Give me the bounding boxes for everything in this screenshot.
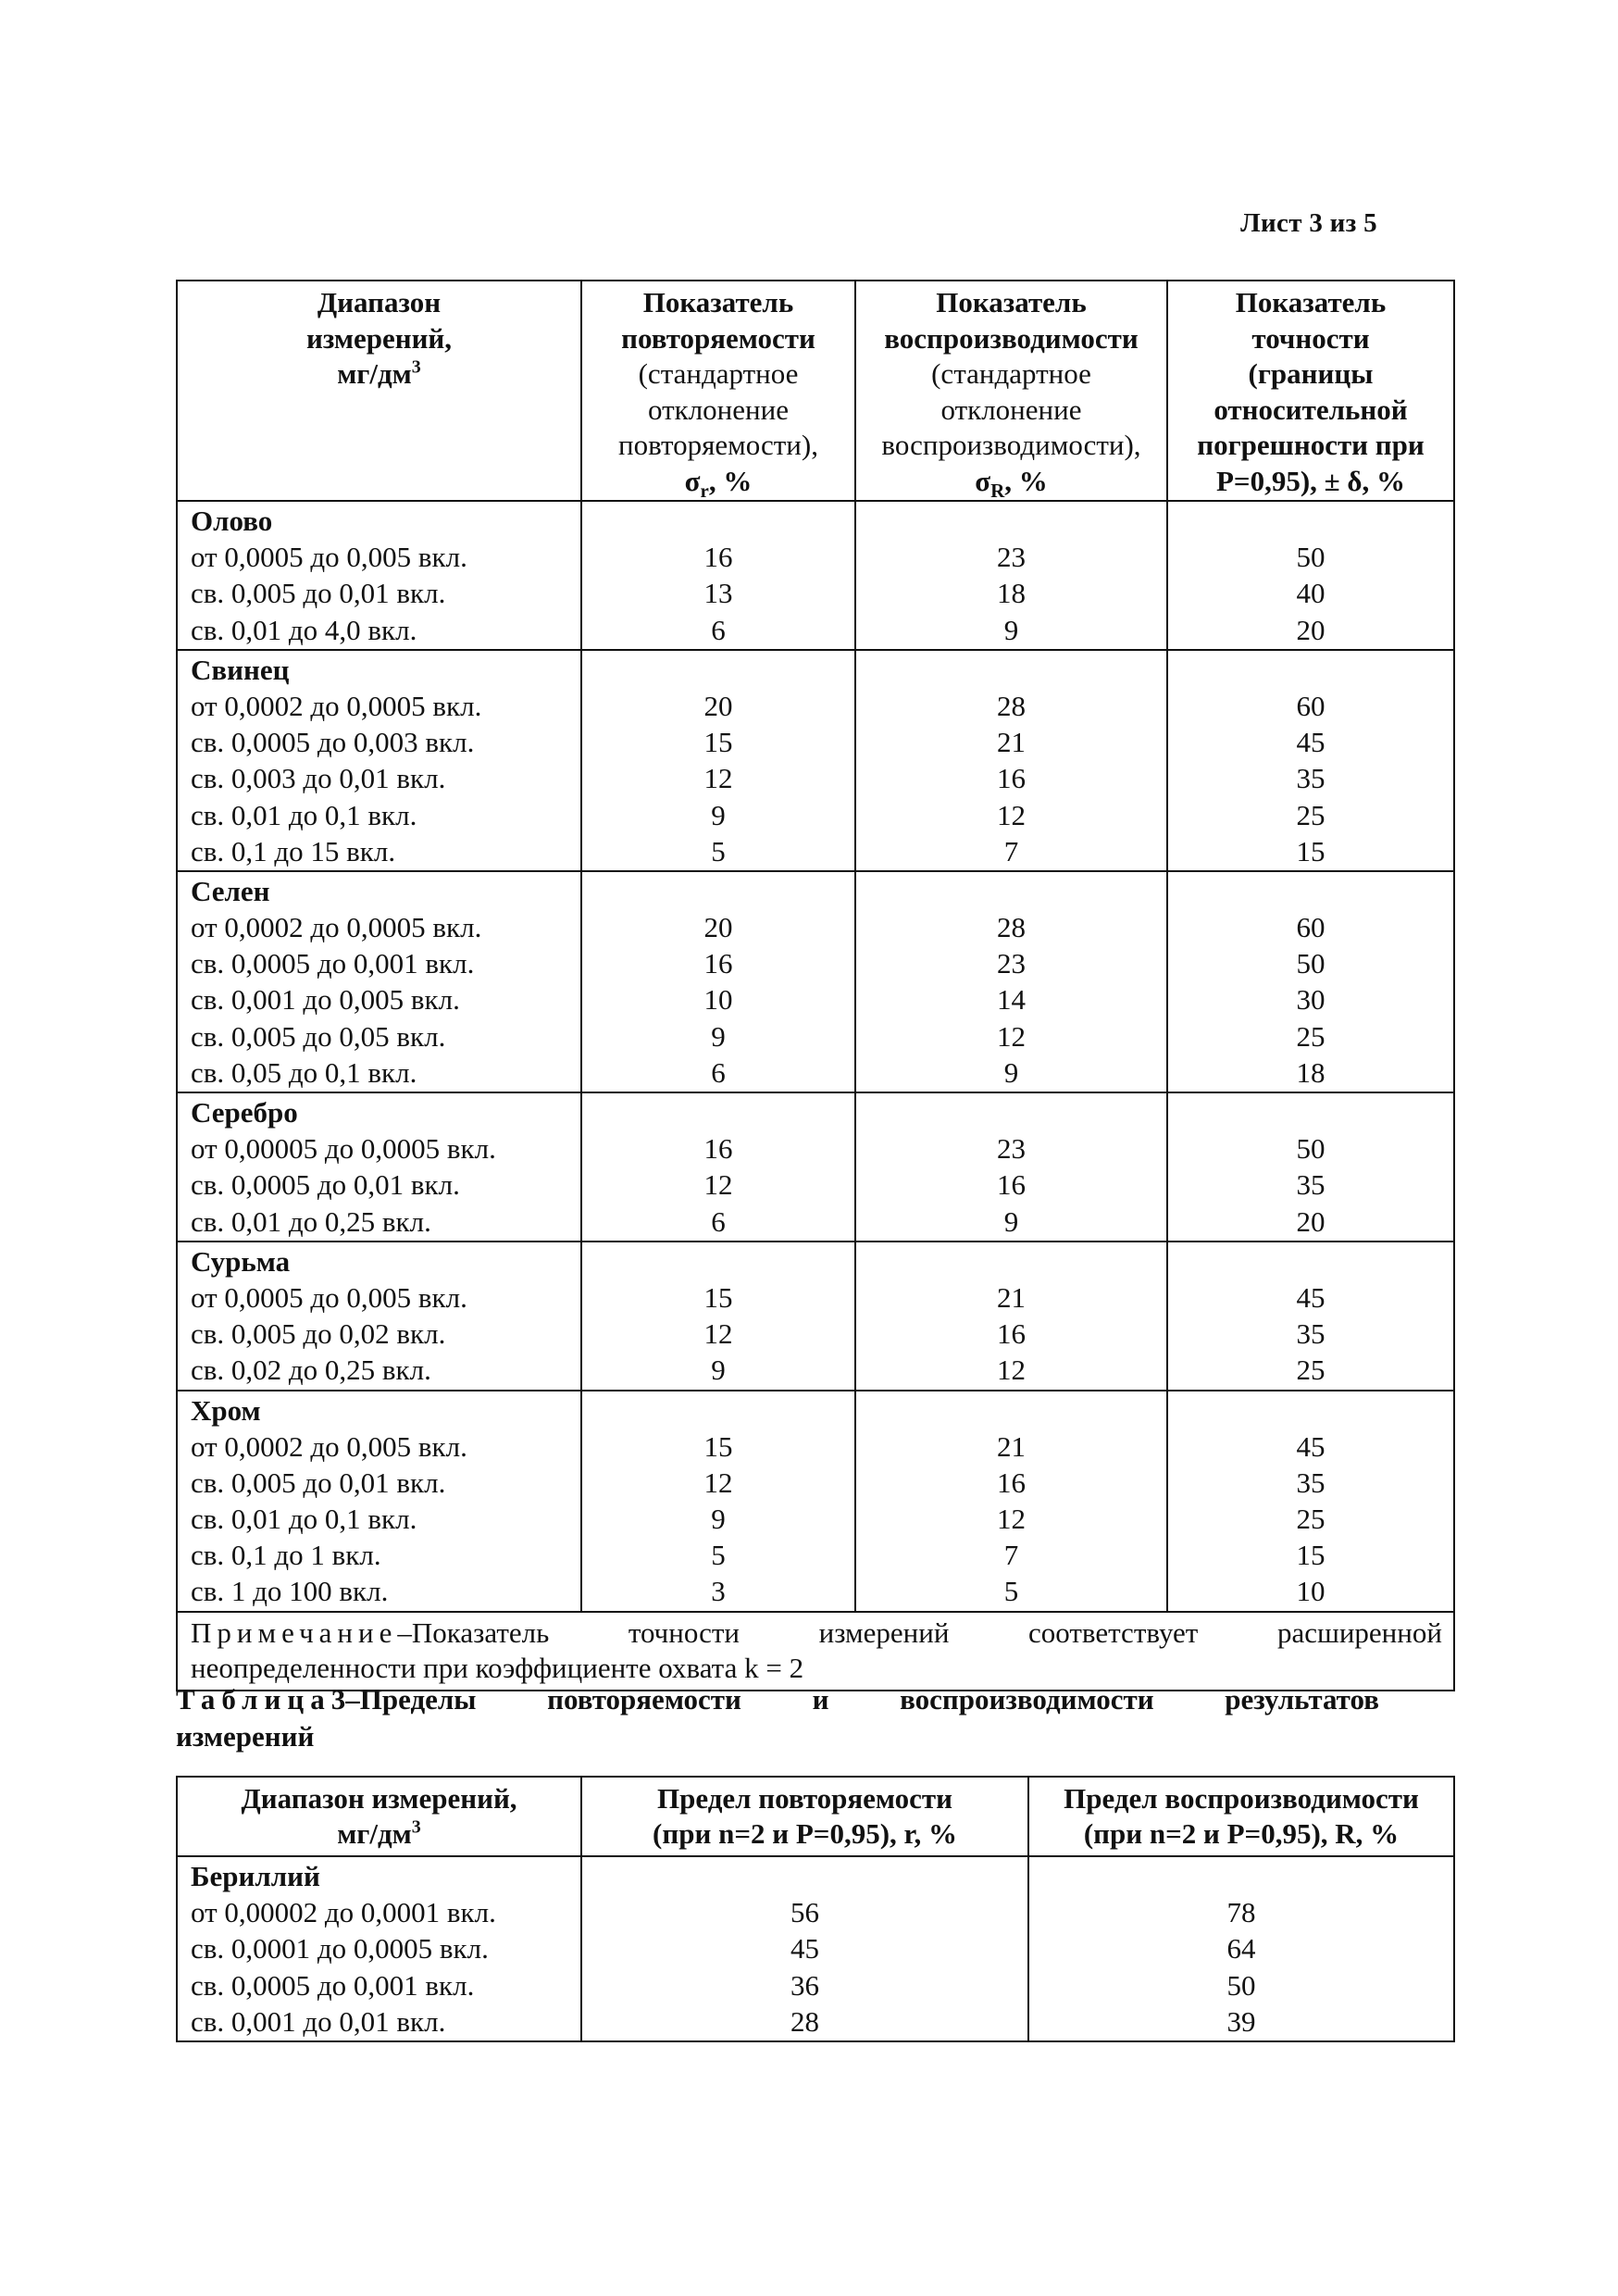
measurement-range: св. 0,02 до 0,25 вкл. <box>191 1354 431 1387</box>
reproducibility-value: 5 <box>1003 1575 1019 1608</box>
element-group-row <box>177 871 1454 1092</box>
accuracy-value: 60 <box>1296 911 1326 944</box>
reproducibility-value: 23 <box>997 541 1026 574</box>
value-cell-reproducibility <box>855 871 1167 1092</box>
element-name: Бериллий <box>191 1860 320 1892</box>
repeatability-value: 15 <box>703 726 733 759</box>
range-cell <box>177 1856 581 2041</box>
measurement-range: св. 0,01 до 0,1 вкл. <box>191 1503 417 1536</box>
measurement-range: св. 0,01 до 0,1 вкл. <box>191 798 417 831</box>
measurement-range: св. 0,0005 до 0,001 вкл. <box>191 947 475 980</box>
repeatability-value: 3 <box>711 1575 726 1608</box>
blank-line <box>582 652 854 688</box>
repeatability-value: 6 <box>711 1055 726 1089</box>
repeatability-value: 6 <box>711 1204 726 1238</box>
reproducibility-value: 9 <box>1003 613 1019 646</box>
range-cell <box>177 871 581 1092</box>
value-cell-repeatability <box>581 1391 855 1612</box>
blank-line <box>856 652 1166 688</box>
measurement-range: от 0,0002 до 0,0005 вкл. <box>191 911 482 944</box>
measurement-range: св. 0,0001 до 0,0005 вкл. <box>191 1932 489 1965</box>
accuracy-value: 30 <box>1296 983 1326 1017</box>
value-cell-reproducibility <box>855 1092 1167 1242</box>
repeatability-value: 16 <box>703 1132 733 1166</box>
value-cell-repeatability <box>581 501 855 650</box>
element-name: Свинец <box>191 653 290 686</box>
reproducibility-value: 12 <box>997 1019 1026 1053</box>
repeatability-value: 5 <box>711 834 726 867</box>
measurement-range: от 0,00002 до 0,0001 вкл. <box>191 1896 496 1929</box>
reproducibility-value: 28 <box>997 911 1026 944</box>
accuracy-value: 10 <box>1296 1575 1326 1608</box>
repeatability-value: 20 <box>703 911 733 944</box>
blank-line <box>1168 503 1453 539</box>
accuracy-value: 40 <box>1296 577 1326 610</box>
reproducibility-value: 12 <box>997 1354 1026 1387</box>
reproducibility-value: 21 <box>997 1429 1026 1463</box>
accuracy-value: 45 <box>1296 726 1326 759</box>
accuracy-value: 35 <box>1296 1168 1326 1202</box>
repeatability-value: 20 <box>703 689 733 722</box>
value-cell-reproducibility <box>855 501 1167 650</box>
measurement-range: от 0,00005 до 0,0005 вкл. <box>191 1132 496 1166</box>
limits-table <box>176 1776 1455 2042</box>
accuracy-value: 20 <box>1296 1204 1326 1238</box>
header-reproducibility-limit: Предел воспроизводимости (при n=2 и P=0,95), R, % <box>1028 1777 1454 1856</box>
header-measurement-range: Диапазон измерений, $мг/дм^3$ <box>177 281 581 501</box>
accuracy-value: 25 <box>1296 1354 1326 1387</box>
reproducibility-value: 23 <box>997 1132 1026 1166</box>
header-repeatability: Показатель повторяемости (стандартное отклонение повторяемости), $\sigma_r$, % <box>581 281 855 501</box>
repeatability-value: 16 <box>703 541 733 574</box>
accuracy-value: 35 <box>1296 1466 1326 1499</box>
accuracy-value: 18 <box>1296 1055 1326 1089</box>
value-cell-repeatability <box>581 1092 855 1242</box>
blank-line <box>1168 873 1453 909</box>
blank-line <box>582 1392 854 1429</box>
accuracy-value: 25 <box>1296 1019 1326 1053</box>
element-group-row <box>177 1856 1454 2041</box>
blank-line <box>856 1094 1166 1130</box>
blank-line <box>856 873 1166 909</box>
blank-line <box>1029 1858 1453 1894</box>
reproducibility-value: 16 <box>997 1168 1026 1202</box>
repeatability-limit-value: 45 <box>790 1932 819 1965</box>
accuracy-table <box>176 280 1455 1691</box>
reproducibility-value: 12 <box>997 798 1026 831</box>
blank-line <box>582 1094 854 1130</box>
measurement-range: св. 0,1 до 1 вкл. <box>191 1539 381 1572</box>
measurement-range: св. 0,001 до 0,005 вкл. <box>191 983 460 1017</box>
measurement-range: св. 1 до 100 вкл. <box>191 1575 389 1608</box>
measurement-range: св. 0,0005 до 0,01 вкл. <box>191 1168 460 1202</box>
repeatability-value: 5 <box>711 1539 726 1572</box>
accuracy-value: 20 <box>1296 613 1326 646</box>
accuracy-value: 35 <box>1296 1317 1326 1351</box>
range-cell <box>177 650 581 871</box>
repeatability-value: 9 <box>711 798 726 831</box>
element-group-row <box>177 1391 1454 1612</box>
note-line-2: неопределенности при коэффициенте охвата k = 2 <box>191 1651 804 1684</box>
reproducibility-limit-value: 50 <box>1226 1968 1256 2002</box>
value-cell-reproducibility <box>855 650 1167 871</box>
value-cell-accuracy <box>1167 501 1454 650</box>
table-header-row <box>177 281 1454 501</box>
reproducibility-value: 16 <box>997 1317 1026 1351</box>
value-cell-repeatability <box>581 650 855 871</box>
repeatability-limit-value: 56 <box>790 1896 819 1929</box>
value-cell-accuracy <box>1167 1242 1454 1391</box>
reproducibility-value: 12 <box>997 1503 1026 1536</box>
repeatability-value: 16 <box>703 947 733 980</box>
element-group-row <box>177 1092 1454 1242</box>
header-reproducibility: Показатель воспроизводимости (стандартное отклонение воспроизводимости), $\sigma_R$, % <box>855 281 1167 501</box>
blank-line <box>1168 1094 1453 1130</box>
measurement-range: св. 0,01 до 4,0 вкл. <box>191 613 417 646</box>
reproducibility-value: 7 <box>1003 834 1019 867</box>
blank-line <box>856 1392 1166 1429</box>
blank-line <box>1168 1392 1453 1429</box>
range-cell <box>177 501 581 650</box>
element-name: Олово <box>191 505 273 537</box>
measurement-range: св. 0,003 до 0,01 вкл. <box>191 762 446 795</box>
table-header-row <box>177 1777 1454 1856</box>
measurement-range: св. 0,1 до 15 вкл. <box>191 834 396 867</box>
repeatability-value: 12 <box>703 762 733 795</box>
element-name: Сурьма <box>191 1244 291 1278</box>
note-row <box>177 1612 1454 1691</box>
reproducibility-value: 9 <box>1003 1055 1019 1089</box>
value-cell-accuracy <box>1167 1092 1454 1242</box>
repeatability-value: 12 <box>703 1168 733 1202</box>
range-cell <box>177 1391 581 1612</box>
note-label: Примечание <box>191 1616 398 1649</box>
element-group-row <box>177 501 1454 650</box>
measurement-range: от 0,0002 до 0,0005 вкл. <box>191 689 482 722</box>
accuracy-value: 45 <box>1296 1429 1326 1463</box>
header-accuracy: Показатель точности (границы относительной погрешности при P=0,95), ± δ, % <box>1167 281 1454 501</box>
measurement-range: св. 0,01 до 0,25 вкл. <box>191 1204 431 1238</box>
value-cell-repeatability <box>581 871 855 1092</box>
reproducibility-value: 16 <box>997 1466 1026 1499</box>
value-cell-repeatability <box>581 1242 855 1391</box>
blank-line <box>582 503 854 539</box>
accuracy-value: 15 <box>1296 1539 1326 1572</box>
table-note: Примечание–Показатель точности измерений соответствует расширенной неопределенности при коэффициенте охвата k = 2 <box>177 1612 1454 1691</box>
accuracy-value: 25 <box>1296 798 1326 831</box>
table-3-caption: Таблица3–Пределы повторяемости и воспроизводимости результатов измерений <box>176 1681 1379 1755</box>
measurement-range: св. 0,0005 до 0,001 вкл. <box>191 1968 475 2002</box>
repeatability-value: 13 <box>703 577 733 610</box>
value-cell-reproducibility-limit <box>1028 1856 1454 2041</box>
header-measurement-range: Диапазон измерений, $мг/дм^3$ <box>177 1777 581 1856</box>
measurement-range: св. 0,0005 до 0,003 вкл. <box>191 726 475 759</box>
blank-line <box>582 873 854 909</box>
blank-line <box>1168 652 1453 688</box>
caption-line-2: измерений <box>176 1720 315 1753</box>
blank-line <box>582 1858 1027 1894</box>
value-cell-accuracy <box>1167 1391 1454 1612</box>
element-name: Хром <box>191 1393 261 1427</box>
reproducibility-value: 16 <box>997 762 1026 795</box>
value-cell-reproducibility <box>855 1391 1167 1612</box>
value-cell-reproducibility <box>855 1242 1167 1391</box>
accuracy-value: 50 <box>1296 947 1326 980</box>
repeatability-value: 12 <box>703 1317 733 1351</box>
blank-line <box>856 503 1166 539</box>
measurement-range: св. 0,005 до 0,05 вкл. <box>191 1019 446 1053</box>
repeatability-value: 6 <box>711 613 726 646</box>
reproducibility-value: 9 <box>1003 1204 1019 1238</box>
repeatability-value: 12 <box>703 1466 733 1499</box>
range-cell <box>177 1242 581 1391</box>
accuracy-value: 45 <box>1296 1280 1326 1314</box>
accuracy-value: 60 <box>1296 689 1326 722</box>
element-name: Серебро <box>191 1096 298 1129</box>
accuracy-value: 35 <box>1296 762 1326 795</box>
repeatability-value: 9 <box>711 1354 726 1387</box>
repeatability-value: 9 <box>711 1019 726 1053</box>
reproducibility-value: 18 <box>997 577 1026 610</box>
reproducibility-value: 23 <box>997 947 1026 980</box>
sheet-number: Лист 3 из 5 <box>1240 208 1377 238</box>
reproducibility-value: 7 <box>1003 1539 1019 1572</box>
reproducibility-value: 21 <box>997 726 1026 759</box>
value-cell-accuracy <box>1167 871 1454 1092</box>
blank-line <box>582 1243 854 1279</box>
element-group-row <box>177 1242 1454 1391</box>
blank-line <box>856 1243 1166 1279</box>
measurement-range: св. 0,005 до 0,01 вкл. <box>191 1466 446 1499</box>
range-cell <box>177 1092 581 1242</box>
repeatability-value: 9 <box>711 1503 726 1536</box>
value-cell-accuracy <box>1167 650 1454 871</box>
measurement-range: св. 0,005 до 0,01 вкл. <box>191 577 446 610</box>
measurement-range: от 0,0005 до 0,005 вкл. <box>191 541 467 574</box>
measurement-range: св. 0,05 до 0,1 вкл. <box>191 1055 417 1089</box>
reproducibility-limit-value: 78 <box>1226 1896 1256 1929</box>
reproducibility-limit-value: 64 <box>1226 1932 1256 1965</box>
element-name: Селен <box>191 874 270 907</box>
header-repeatability-limit: Предел повторяемости (при n=2 и P=0,95), r, % <box>581 1777 1028 1856</box>
repeatability-value: 15 <box>703 1280 733 1314</box>
element-group-row <box>177 650 1454 871</box>
accuracy-value: 25 <box>1296 1503 1326 1536</box>
reproducibility-value: 14 <box>997 983 1026 1017</box>
reproducibility-value: 21 <box>997 1280 1026 1314</box>
reproducibility-value: 28 <box>997 689 1026 722</box>
repeatability-value: 15 <box>703 1429 733 1463</box>
measurement-range: св. 0,005 до 0,02 вкл. <box>191 1317 446 1351</box>
value-cell-repeatability-limit <box>581 1856 1028 2041</box>
accuracy-value: 50 <box>1296 1132 1326 1166</box>
blank-line <box>1168 1243 1453 1279</box>
accuracy-value: 50 <box>1296 541 1326 574</box>
measurement-range: от 0,0002 до 0,005 вкл. <box>191 1429 467 1463</box>
reproducibility-limit-value: 39 <box>1226 2004 1256 2038</box>
measurement-range: от 0,0005 до 0,005 вкл. <box>191 1280 467 1314</box>
repeatability-value: 10 <box>703 983 733 1017</box>
repeatability-limit-value: 28 <box>790 2004 819 2038</box>
accuracy-value: 15 <box>1296 834 1326 867</box>
repeatability-limit-value: 36 <box>790 1968 819 2002</box>
measurement-range: св. 0,001 до 0,01 вкл. <box>191 2004 446 2038</box>
